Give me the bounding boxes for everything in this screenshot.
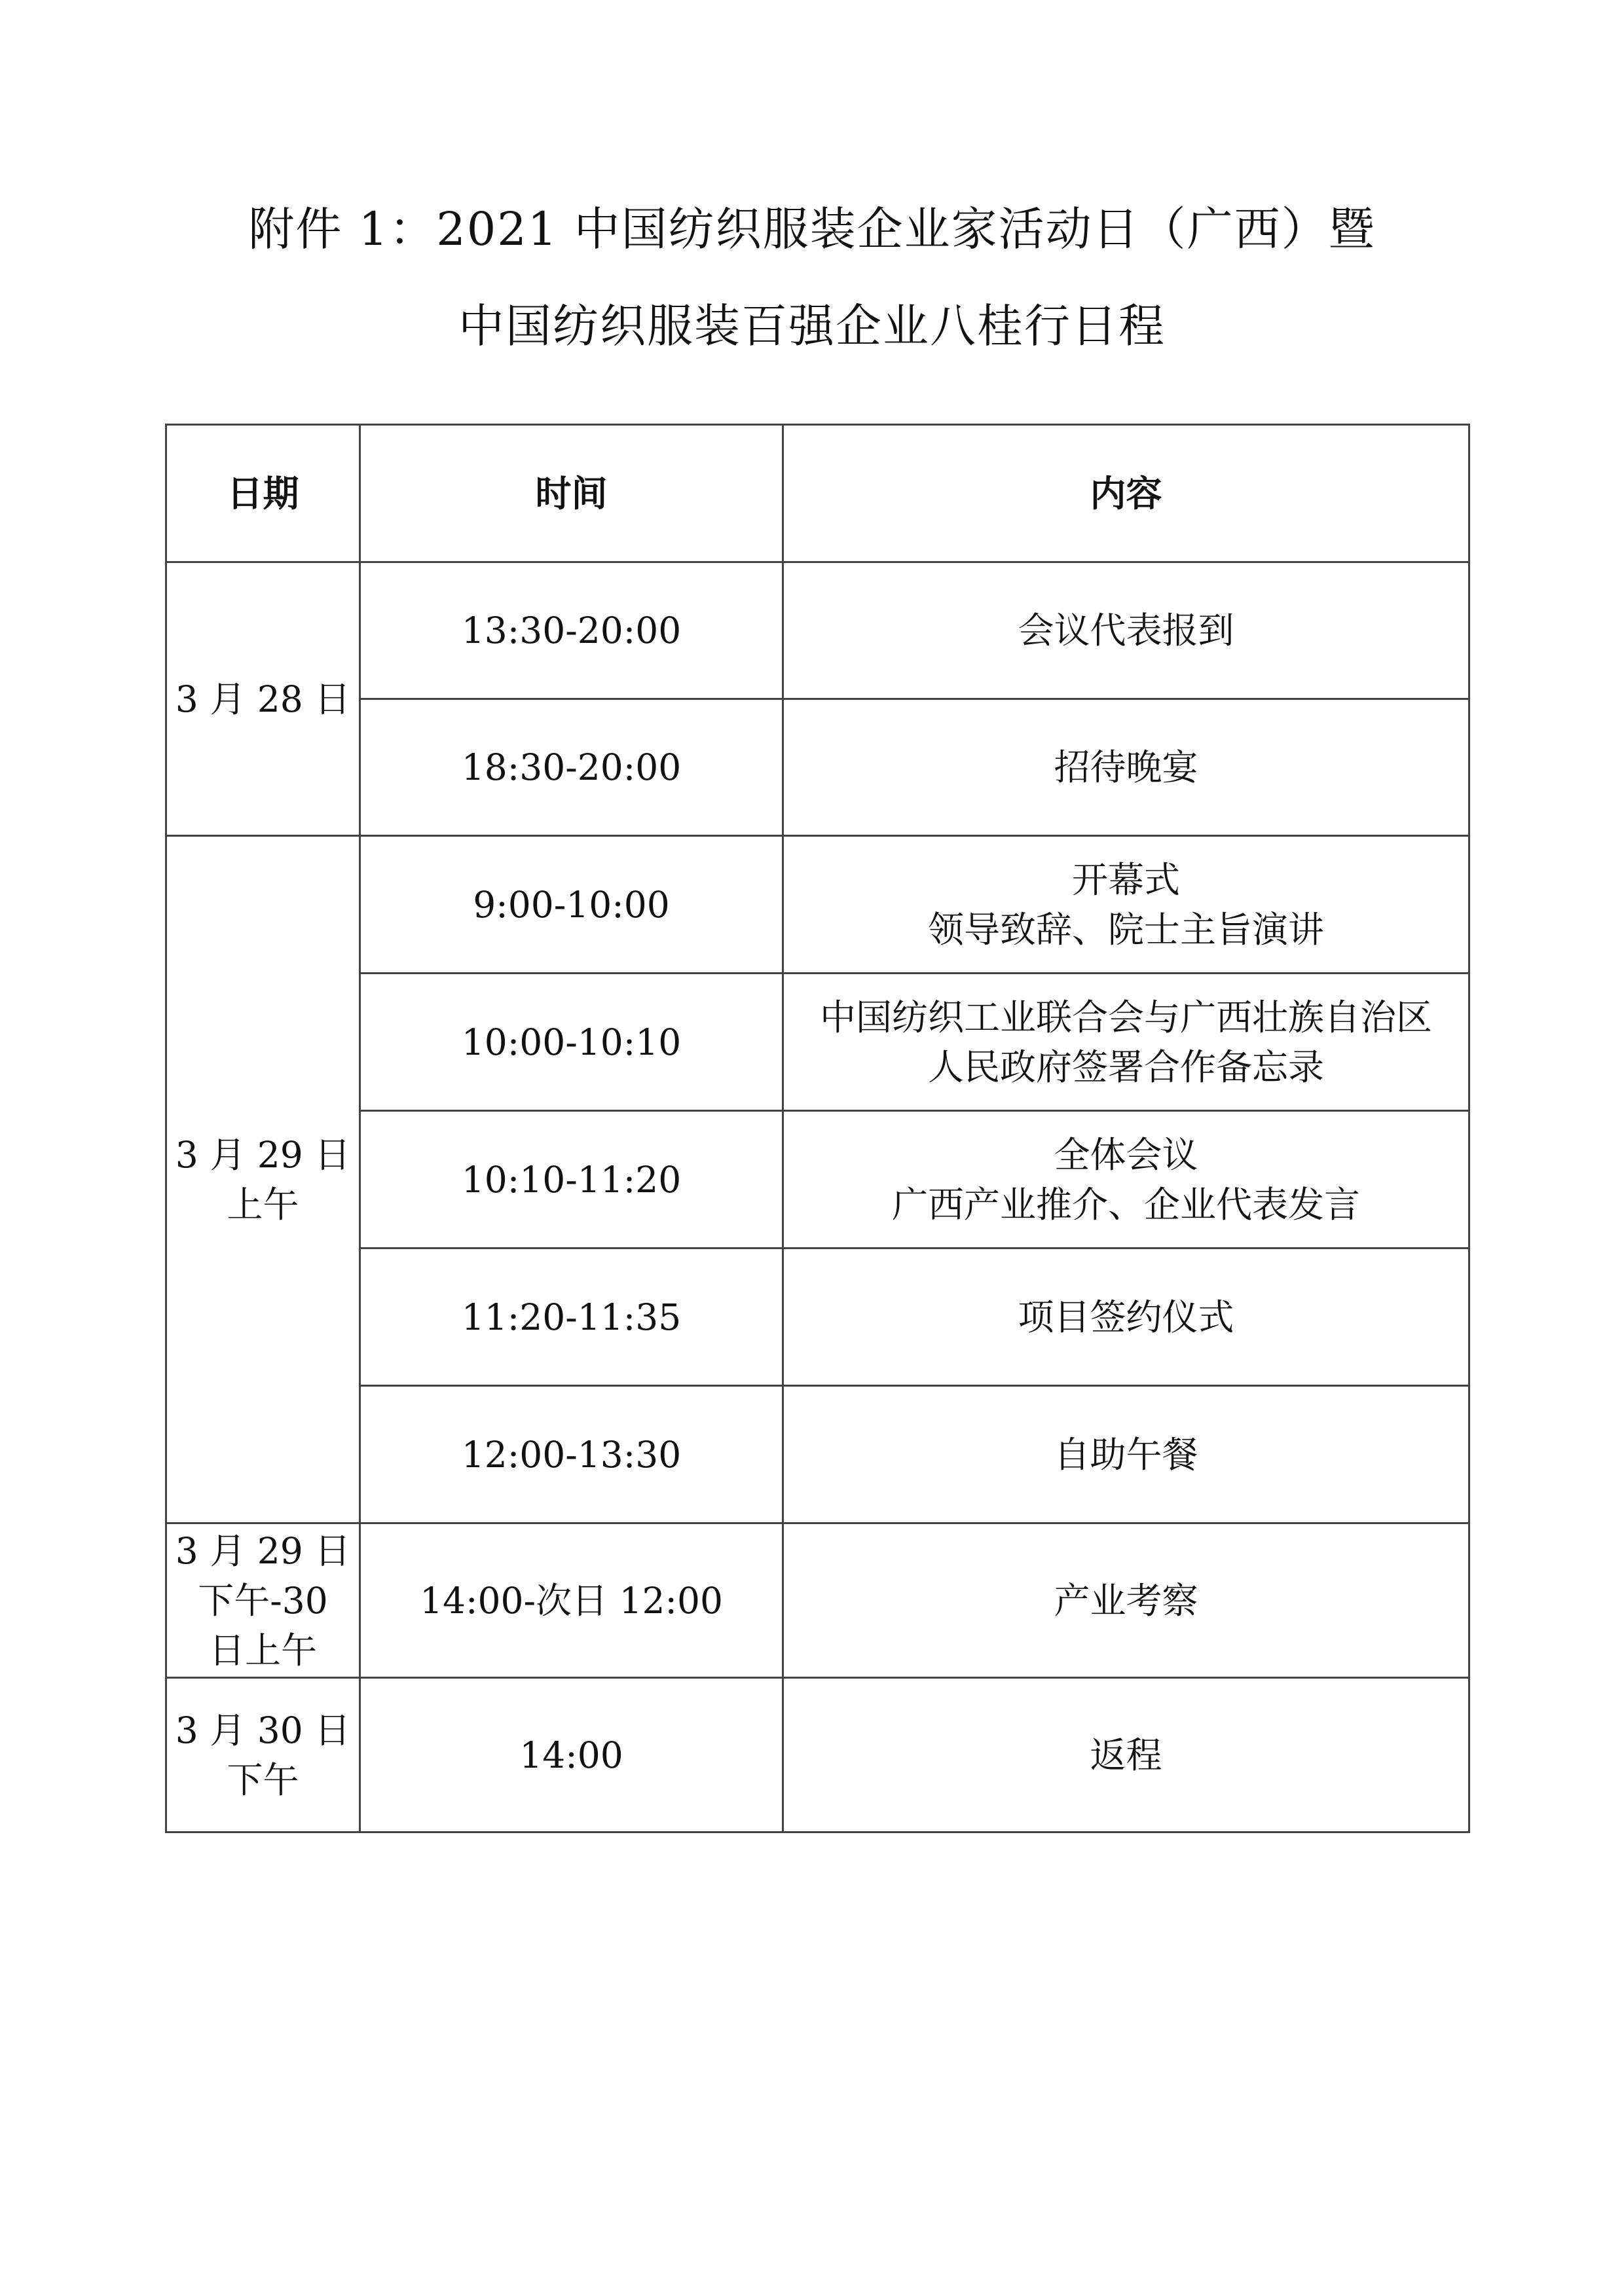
content-cell: 开幕式 领导致辞、院士主旨演讲 — [783, 836, 1469, 974]
date-cell: 3 月 30 日 下午 — [166, 1678, 360, 1832]
time-cell: 10:00-10:10 — [360, 974, 783, 1111]
time-cell: 18:30-20:00 — [360, 699, 783, 836]
content-cell: 全体会议 广西产业推介、企业代表发言 — [783, 1111, 1469, 1248]
time-cell: 14:00-次日 12:00 — [360, 1523, 783, 1678]
table-row — [166, 974, 1469, 1111]
table-row — [166, 1523, 1469, 1678]
schedule-table — [165, 424, 1470, 1833]
table-row — [166, 1248, 1469, 1386]
time-cell: 14:00 — [360, 1678, 783, 1832]
table-row — [166, 1678, 1469, 1832]
content-cell: 返程 — [783, 1678, 1469, 1832]
table-row — [166, 562, 1469, 699]
date-cell: 3 月 29 日 下午-30 日上午 — [166, 1523, 360, 1678]
table-row — [166, 836, 1469, 974]
header-content: 内容 — [783, 425, 1469, 562]
content-cell: 中国纺织工业联合会与广西壮族自治区 人民政府签署合作备忘录 — [783, 974, 1469, 1111]
content-cell: 自助午餐 — [783, 1386, 1469, 1523]
content-cell: 会议代表报到 — [783, 562, 1469, 699]
time-cell: 13:30-20:00 — [360, 562, 783, 699]
time-cell: 9:00-10:00 — [360, 836, 783, 974]
document-title-line-2: 中国纺织服装百强企业八桂行日程 — [458, 299, 1166, 353]
content-cell: 产业考察 — [783, 1523, 1469, 1678]
table-header-row — [166, 425, 1469, 562]
table-row — [166, 699, 1469, 836]
date-cell: 3 月 28 日 — [166, 562, 360, 836]
table-row — [166, 1386, 1469, 1523]
document-title-line-1: 附件 1：2021 中国纺织服装企业家活动日（广西）暨 — [248, 202, 1376, 256]
header-time: 时间 — [360, 425, 783, 562]
table-row — [166, 1111, 1469, 1248]
time-cell: 12:00-13:30 — [360, 1386, 783, 1523]
header-date: 日期 — [166, 425, 360, 562]
content-cell: 招待晚宴 — [783, 699, 1469, 836]
time-cell: 11:20-11:35 — [360, 1248, 783, 1386]
time-cell: 10:10-11:20 — [360, 1111, 783, 1248]
content-cell: 项目签约仪式 — [783, 1248, 1469, 1386]
date-cell: 3 月 29 日 上午 — [166, 836, 360, 1523]
